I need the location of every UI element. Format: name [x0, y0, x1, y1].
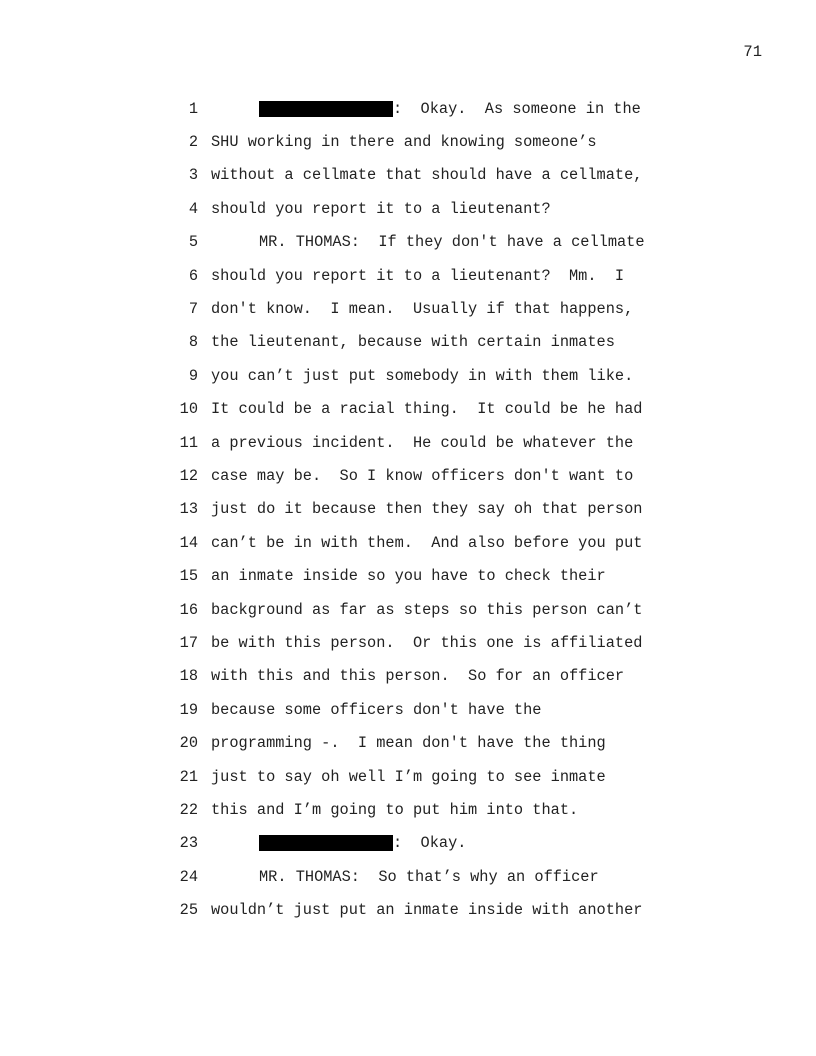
- line-number: 5: [188, 233, 198, 252]
- transcript-line: [176, 726, 676, 759]
- transcript-line: [176, 393, 676, 426]
- line-content: [211, 868, 599, 886]
- line-text: don't know. I mean. Usually if that happens,: [211, 300, 634, 319]
- line-content: [211, 467, 633, 485]
- line-text: : Okay. As someone in the: [393, 99, 641, 118]
- transcript-line: [176, 626, 676, 659]
- transcript-line: [176, 559, 676, 592]
- line-text: this and I’m going to put him into that.: [211, 800, 579, 819]
- transcript-line: [176, 192, 676, 225]
- line-number: 6: [188, 266, 198, 285]
- line-content: [211, 267, 624, 285]
- line-content: [211, 133, 597, 151]
- line-content: [211, 200, 551, 218]
- line-content: [211, 634, 642, 652]
- line-text: MR. THOMAS: So that’s why an officer: [259, 867, 599, 886]
- transcript-line: [176, 259, 676, 292]
- line-number: 20: [179, 734, 198, 753]
- transcript-line: [176, 827, 676, 860]
- line-text: wouldn’t just put an inmate inside with another: [211, 901, 643, 920]
- line-number: 9: [188, 366, 198, 385]
- line-content: [211, 166, 642, 184]
- line-content: [211, 601, 642, 619]
- transcript-line: [176, 593, 676, 626]
- page-number: 71: [743, 43, 762, 61]
- line-number: 16: [179, 600, 198, 619]
- line-number: 12: [179, 466, 198, 485]
- transcript-line: [176, 493, 676, 526]
- line-text: : Okay.: [393, 834, 467, 853]
- line-text: should you report it to a lieutenant?: [211, 199, 551, 218]
- line-text: just to say oh well I’m going to see inmate: [211, 767, 606, 786]
- line-content: [211, 667, 624, 685]
- line-text: It could be a racial thing. It could be he had: [211, 400, 643, 419]
- transcript-line: [176, 326, 676, 359]
- transcript-line: [176, 660, 676, 693]
- line-text: be with this person. Or this one is affiliated: [211, 633, 643, 652]
- line-number: 11: [179, 433, 198, 452]
- transcript-line: [176, 760, 676, 793]
- line-text: the lieutenant, because with certain inmates: [211, 333, 615, 352]
- line-content: [211, 534, 642, 552]
- line-text: because some officers don't have the: [211, 700, 542, 719]
- line-number: 1: [188, 99, 198, 118]
- speaker-name-redaction: [259, 835, 393, 851]
- line-content: [211, 734, 606, 752]
- line-text: SHU working in there and knowing someone’s: [211, 133, 597, 152]
- transcript-line: [176, 793, 676, 826]
- line-content: [211, 400, 642, 418]
- line-text: can’t be in with them. And also before you put: [211, 533, 643, 552]
- line-content: [211, 434, 633, 452]
- speaker-name-redaction: [259, 101, 393, 117]
- transcript-line: [176, 159, 676, 192]
- line-number: 21: [179, 767, 198, 786]
- line-number: 19: [179, 700, 198, 719]
- line-number: 10: [179, 400, 198, 419]
- line-text: a previous incident. He could be whatever the: [211, 433, 634, 452]
- line-number: 7: [188, 300, 198, 319]
- transcript-line: [176, 860, 676, 893]
- line-text: MR. THOMAS: If they don't have a cellmate: [259, 233, 645, 252]
- line-content: [211, 367, 633, 385]
- line-number: 23: [179, 834, 198, 853]
- transcript-line: [176, 426, 676, 459]
- transcript-line: [176, 125, 676, 158]
- transcript-line: [176, 459, 676, 492]
- line-content: [211, 567, 606, 585]
- line-number: 4: [188, 199, 198, 218]
- line-text: without a cellmate that should have a cellmate,: [211, 166, 643, 185]
- line-text: an inmate inside so you have to check their: [211, 567, 606, 586]
- line-text: should you report it to a lieutenant? Mm. I: [211, 266, 625, 285]
- line-text: just do it because then they say oh that person: [211, 500, 643, 519]
- line-content: [211, 901, 642, 919]
- line-number: 14: [179, 533, 198, 552]
- transcript-line: [176, 693, 676, 726]
- transcript-line: [176, 526, 676, 559]
- line-text: you can’t just put somebody in with them like.: [211, 366, 634, 385]
- line-number: 17: [179, 633, 198, 652]
- line-number: 18: [179, 667, 198, 686]
- transcript-body: [176, 92, 676, 927]
- line-text: programming -. I mean don't have the thing: [211, 734, 606, 753]
- line-content: [211, 100, 641, 118]
- line-content: [211, 768, 606, 786]
- line-content: [211, 233, 645, 251]
- line-text: with this and this person. So for an officer: [211, 667, 625, 686]
- line-number: 13: [179, 500, 198, 519]
- line-content: [211, 801, 578, 819]
- transcript-line: [176, 292, 676, 325]
- line-content: [211, 701, 541, 719]
- line-number: 3: [188, 166, 198, 185]
- transcript-line: [176, 893, 676, 926]
- transcript-line: [176, 359, 676, 392]
- line-text: background as far as steps so this person can’t: [211, 600, 643, 619]
- line-number: 2: [188, 133, 198, 152]
- line-number: 15: [179, 567, 198, 586]
- line-number: 25: [179, 901, 198, 920]
- line-number: 22: [179, 800, 198, 819]
- line-number: 8: [188, 333, 198, 352]
- line-number: 24: [179, 867, 198, 886]
- line-content: [211, 500, 642, 518]
- transcript-line: [176, 92, 676, 125]
- line-content: [211, 333, 615, 351]
- line-content: [211, 834, 466, 852]
- line-text: case may be. So I know officers don't want to: [211, 466, 634, 485]
- line-content: [211, 300, 633, 318]
- transcript-line: [176, 226, 676, 259]
